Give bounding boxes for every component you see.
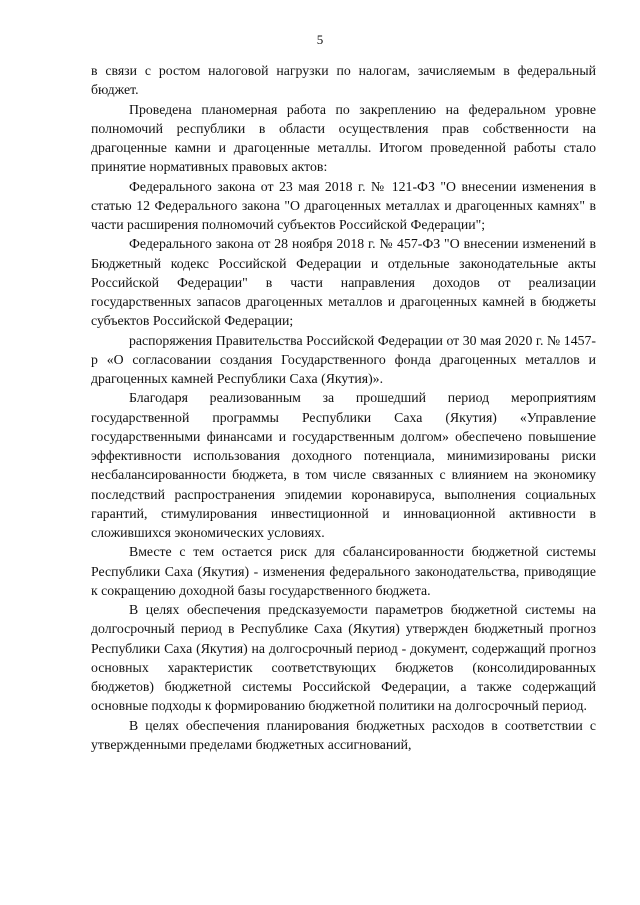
page-number: 5 bbox=[316, 32, 324, 47]
document-body bbox=[91, 61, 596, 754]
paragraph-federal-law-121: Федерального закона от 23 мая 2018 г. № 121-ФЗ "О внесении изменения в статью 12 Федерального закона "О драгоценных металлах и драгоценных камнях" в части расширения полномочий субъектов Российской Федерации"; bbox=[91, 178, 596, 232]
paragraph-government-order-1457: распоряжения Правительства Российской Федерации от 30 мая 2020 г. № 1457-р «О согласовании создания Государственного фонда драгоценных металлов и драгоценных камней Республики Саха (Якутия)». bbox=[91, 332, 596, 386]
paragraph-budget-forecast: В целях обеспечения предсказуемости параметров бюджетной системы на долгосрочный период в Республике Саха (Якутия) утвержден бюджетный прогноз Республики Саха (Якутия) на долгосрочный период - документ, содержащий прогноз основных характеристик соответствующих бюджетов (консолидированных бюджетов) бюджетной системы Российской Федерации, а также содержащий основные подходы к формированию бюджетной политики на долгосрочный период. bbox=[91, 602, 596, 714]
paragraph-continuation: в связи с ростом налоговой нагрузки по налогам, зачисляемым в федеральный бюджет. bbox=[91, 63, 596, 98]
paragraph-expenditure-planning: В целях обеспечения планирования бюджетных расходов в соответствии с утвержденными пределами бюджетных ассигнований, bbox=[91, 717, 596, 752]
paragraph-state-program-results: Благодаря реализованным за прошедший период мероприятиям государственной программы Республики Саха (Якутия) «Управление государственными финансами и государственным долгом» обеспечено повышение эффективности использования доходного потенциала, минимизированы риски несбалансированности бюджета, в том числе связанных с влиянием на экономику последствий распространения эпидемии коронавируса, выполнения социальных гарантий, стимулирования инвестиционной и инновационной активности в сложившихся экономических условиях. bbox=[91, 390, 596, 540]
paragraph-precious-metals-work: Проведена планомерная работа по закреплению на федеральном уровне полномочий республики в области осуществления прав собственности на драгоценные камни и драгоценные металлы. Итогом проведенной работы стало принятие нормативных правовых актов: bbox=[91, 101, 596, 175]
paragraph-federal-law-457: Федерального закона от 28 ноября 2018 г. № 457-ФЗ "О внесении изменений в Бюджетный кодекс Российской Федерации и отдельные законодательные акты Российской Федерации" в части направления доходов от реализации государственных запасов драгоценных металлов и драгоценных камней в бюджеты субъектов Российской Федерации; bbox=[91, 236, 596, 329]
paragraph-remaining-risk: Вместе с тем остается риск для сбалансированности бюджетной системы Республики Саха (Якутия) - изменения федерального законодательства, приводящие к сокращению доходной базы государственного бюджета. bbox=[91, 544, 596, 598]
